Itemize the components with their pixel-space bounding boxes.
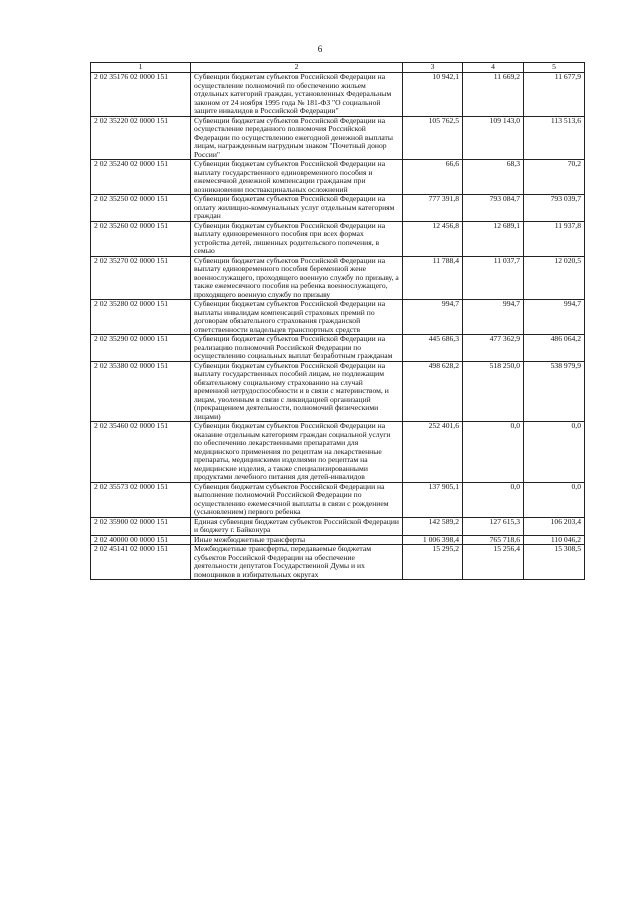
row-description: Субвенции бюджетам субъектов Российской Федерации на реализацию полномочий Российской Федерации по осуществлению социальных выплат безработным гражданам <box>191 335 403 362</box>
row-code: 2 02 45141 02 0000 151 <box>91 545 191 580</box>
row-description: Субвенции бюджетам субъектов Российской Федерации на выплату единовременного пособия при всех формах устройства детей, лишенных родительского попечения, в семью <box>191 221 403 256</box>
row-description: Субвенции бюджетам субъектов Российской Федерации на выплату единовременного пособия беременной жене военнослужащего, проходящего военную службу по призыву, а также ежемесячного пособия на ребенка военнослужащего, проходящего военную службу по призыву <box>191 256 403 300</box>
row-value-col5: 110 046,2 <box>524 535 585 545</box>
row-value-col5: 486 064,2 <box>524 335 585 362</box>
row-value-col5: 538 979,9 <box>524 361 585 422</box>
row-description: Субвенции бюджетам субъектов Российской Федерации на оказание отдельным категориям граждан социальной услуги по обеспечению лекарственными препаратами для медицинского применения по рецептам на лекарственные препараты, медицинскими изделиями по рецептам на медицинские изделия, а также специализированными продуктами лечебного питания для детей-инвалидов <box>191 422 403 483</box>
row-code: 2 02 35176 02 0000 151 <box>91 73 191 117</box>
table-row <box>91 517 585 535</box>
row-value-col4: 765 718,6 <box>463 535 524 545</box>
table-row <box>91 361 585 422</box>
row-code: 2 02 40000 00 0000 151 <box>91 535 191 545</box>
row-value-col5: 15 308,5 <box>524 545 585 580</box>
row-value-col4: 68,3 <box>463 160 524 195</box>
table-row <box>91 160 585 195</box>
row-value-col3: 105 762,5 <box>403 116 463 160</box>
row-value-col4: 994,7 <box>463 300 524 335</box>
table-row <box>91 482 585 517</box>
row-value-col4: 12 689,1 <box>463 221 524 256</box>
table-row <box>91 300 585 335</box>
row-code: 2 02 35380 02 0000 151 <box>91 361 191 422</box>
table-row <box>91 195 585 222</box>
table-row <box>91 256 585 300</box>
table-row <box>91 73 585 117</box>
row-description: Субвенции бюджетам субъектов Российской Федерации на осуществление переданного полномочия Российской Федерации по осуществлению ежегодной денежной выплаты лицам, награжденным нагрудным знаком "Почетный донор России" <box>191 116 403 160</box>
row-value-col5: 0,0 <box>524 482 585 517</box>
header-row <box>91 63 585 73</box>
row-value-col3: 252 401,6 <box>403 422 463 483</box>
row-value-col5: 0,0 <box>524 422 585 483</box>
page-number: 6 <box>317 44 323 54</box>
row-value-col4: 477 362,9 <box>463 335 524 362</box>
row-value-col3: 777 391,8 <box>403 195 463 222</box>
row-value-col3: 1 006 398,4 <box>403 535 463 545</box>
row-value-col4: 793 084,7 <box>463 195 524 222</box>
row-description: Межбюджетные трансферты, передаваемые бюджетам субъектов Российской Федерации на обеспечение деятельности депутатов Государственной Думы и их помощников в избирательных округах <box>191 545 403 580</box>
row-code: 2 02 35220 02 0000 151 <box>91 116 191 160</box>
row-code: 2 02 35290 02 0000 151 <box>91 335 191 362</box>
row-description: Субвенция бюджетам субъектов Российской Федерации на выполнение полномочий Российской Федерации по осуществлению ежемесячной выплаты в связи с рождением (усыновлением) первого ребенка <box>191 482 403 517</box>
row-value-col3: 10 942,1 <box>403 73 463 117</box>
row-value-col3: 445 686,3 <box>403 335 463 362</box>
row-code: 2 02 35280 02 0000 151 <box>91 300 191 335</box>
budget-table <box>90 62 585 580</box>
table-row <box>91 116 585 160</box>
row-value-col3: 12 456,8 <box>403 221 463 256</box>
column-header: 1 <box>91 63 191 73</box>
column-header: 5 <box>524 63 585 73</box>
row-code: 2 02 35270 02 0000 151 <box>91 256 191 300</box>
row-value-col3: 994,7 <box>403 300 463 335</box>
row-value-col5: 793 039,7 <box>524 195 585 222</box>
column-header: 2 <box>191 63 403 73</box>
row-value-col3: 66,6 <box>403 160 463 195</box>
row-value-col5: 113 513,6 <box>524 116 585 160</box>
row-description: Субвенции бюджетам субъектов Российской Федерации на выплаты инвалидам компенсаций страховых премий по договорам обязательного страхования гражданской ответственности владельцев транспортных средств <box>191 300 403 335</box>
row-value-col5: 11 937,8 <box>524 221 585 256</box>
row-description: Субвенции бюджетам субъектов Российской Федерации на выплату государственного единовременного пособия и ежемесячной денежной компенсации гражданам при возникновении поствакцинальных осложнений <box>191 160 403 195</box>
row-value-col3: 15 295,2 <box>403 545 463 580</box>
row-description: Иные межбюджетные трансферты <box>191 535 403 545</box>
row-code: 2 02 35460 02 0000 151 <box>91 422 191 483</box>
row-code: 2 02 35573 02 0000 151 <box>91 482 191 517</box>
row-description: Субвенции бюджетам субъектов Российской Федерации на выплату государственных пособий лицам, не подлежащим обязательному социальному страхованию на случай временной нетрудоспособности и в связи с материнством, и лицам, уволенным в связи с ликвидацией организаций (прекращением деятельности, полномочий физическими лицами) <box>191 361 403 422</box>
row-value-col4: 11 669,2 <box>463 73 524 117</box>
row-value-col3: 137 905,1 <box>403 482 463 517</box>
row-value-col5: 70,2 <box>524 160 585 195</box>
row-value-col3: 498 628,2 <box>403 361 463 422</box>
table-row <box>91 422 585 483</box>
row-value-col4: 0,0 <box>463 482 524 517</box>
row-value-col5: 994,7 <box>524 300 585 335</box>
row-code: 2 02 35900 02 0000 151 <box>91 517 191 535</box>
row-value-col3: 142 589,2 <box>403 517 463 535</box>
row-value-col5: 12 020,5 <box>524 256 585 300</box>
row-value-col4: 127 615,3 <box>463 517 524 535</box>
row-value-col4: 109 143,0 <box>463 116 524 160</box>
table-row <box>91 221 585 256</box>
row-value-col5: 106 203,4 <box>524 517 585 535</box>
row-code: 2 02 35250 02 0000 151 <box>91 195 191 222</box>
row-value-col5: 11 677,9 <box>524 73 585 117</box>
table-row <box>91 335 585 362</box>
table-row <box>91 545 585 580</box>
row-value-col4: 15 256,4 <box>463 545 524 580</box>
row-description: Субвенции бюджетам субъектов Российской Федерации на осуществление полномочий по обеспечению жильем отдельных категорий граждан, установленных Федеральным законом от 24 ноября 1995 года № 181-ФЗ "О социальной защите инвалидов в Российской Федерации" <box>191 73 403 117</box>
row-code: 2 02 35240 02 0000 151 <box>91 160 191 195</box>
row-value-col3: 11 788,4 <box>403 256 463 300</box>
row-code: 2 02 35260 02 0000 151 <box>91 221 191 256</box>
row-value-col4: 11 037,7 <box>463 256 524 300</box>
row-description: Субвенции бюджетам субъектов Российской Федерации на оплату жилищно-коммунальных услуг отдельным категориям граждан <box>191 195 403 222</box>
row-description: Единая субвенция бюджетам субъектов Российской Федерации и бюджету г. Байконура <box>191 517 403 535</box>
column-header: 3 <box>403 63 463 73</box>
row-value-col4: 518 250,0 <box>463 361 524 422</box>
row-value-col4: 0,0 <box>463 422 524 483</box>
column-header: 4 <box>463 63 524 73</box>
